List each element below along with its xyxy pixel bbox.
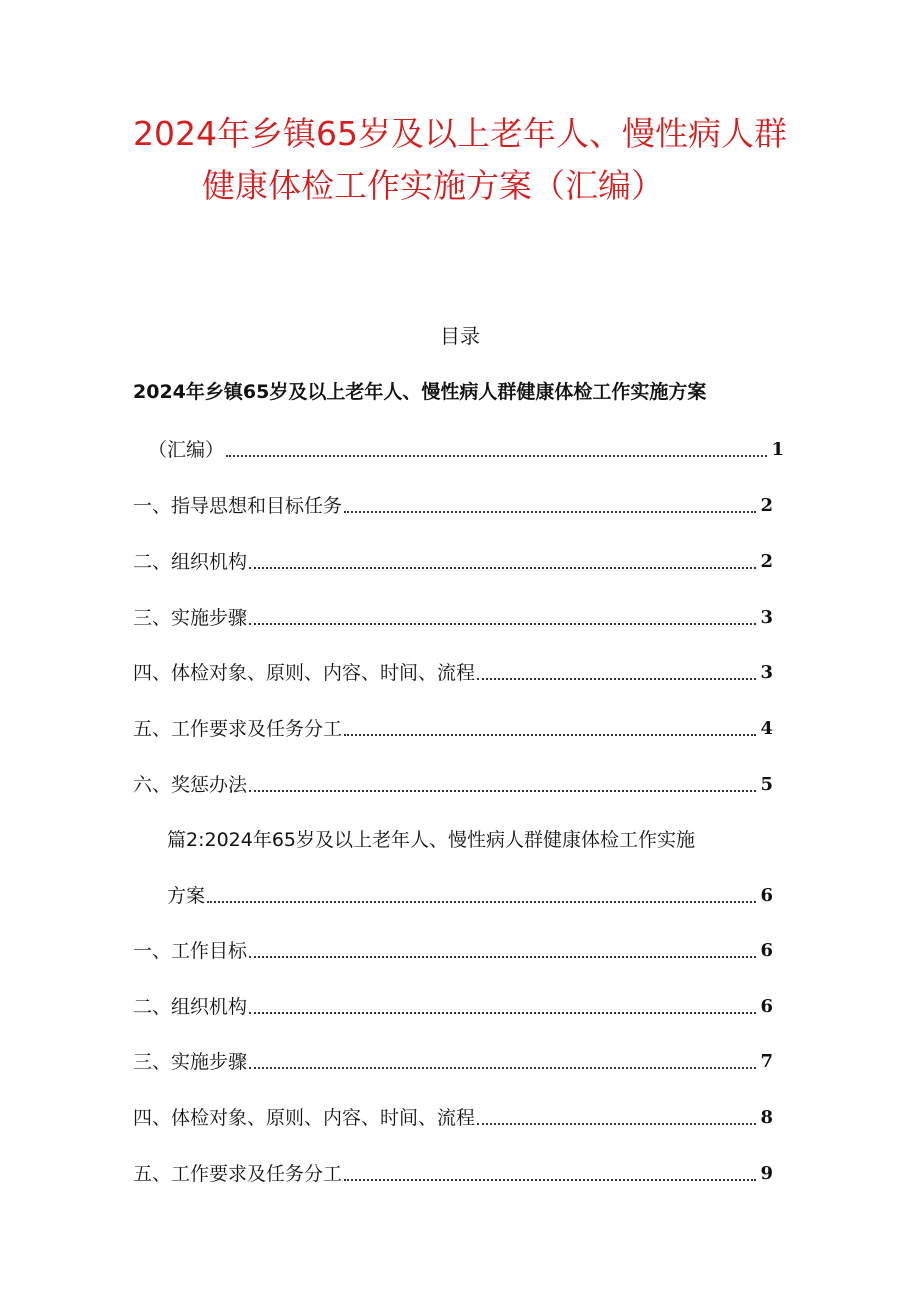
toc-part2-title[interactable]	[167, 826, 695, 854]
document-title-line-2: 健康体检工作实施方案（汇编）	[202, 166, 664, 205]
toc-entry-label: 六、奖惩办法	[133, 774, 248, 796]
toc-entry-page: 2	[760, 495, 773, 516]
toc-entry-label: 五、工作要求及任务分工	[133, 718, 343, 740]
dot-leader	[249, 567, 756, 569]
toc-entry-part1[interactable]	[148, 436, 784, 464]
toc-entry-page: 5	[760, 774, 773, 795]
toc-entry[interactable]	[133, 1048, 773, 1076]
toc-entry[interactable]	[133, 993, 773, 1021]
document-title	[0, 108, 920, 212]
toc-entry-label: （汇编）	[148, 439, 225, 461]
toc-entry-label: 二、组织机构	[133, 996, 248, 1018]
toc-entry[interactable]	[133, 604, 773, 632]
toc-entry-page: 7	[760, 1051, 773, 1072]
dot-leader	[249, 790, 756, 792]
toc-entry-page: 6	[760, 940, 773, 961]
dot-leader	[249, 956, 756, 958]
dot-leader	[249, 1067, 756, 1069]
dot-leader	[344, 1179, 756, 1181]
toc-entry-page: 6	[760, 996, 773, 1017]
toc-entry-label: 四、体检对象、原则、内容、时间、流程	[133, 662, 476, 684]
toc-entry[interactable]	[133, 771, 773, 799]
toc-entry-label: 五、工作要求及任务分工	[133, 1163, 343, 1185]
dot-leader	[207, 901, 756, 903]
toc-entry-label: 方案	[167, 885, 206, 907]
dot-leader	[477, 678, 756, 680]
toc-entry-label: 一、工作目标	[133, 940, 248, 962]
toc-part1-title[interactable]: 2024年乡镇65岁及以上老年人、慢性病人群健康体检工作实施方案	[133, 381, 707, 403]
toc-entry[interactable]	[133, 1104, 773, 1132]
toc-entry[interactable]	[133, 548, 773, 576]
toc-entry[interactable]	[133, 715, 773, 743]
toc-entry-page: 3	[760, 662, 773, 683]
toc-part2-title-text: 篇2:2024年65岁及以上老年人、慢性病人群健康体检工作实施	[167, 829, 696, 851]
toc-entry-label: 三、实施步骤	[133, 607, 248, 629]
dot-leader	[249, 623, 756, 625]
toc-entry-page: 4	[760, 718, 773, 739]
toc-entry[interactable]	[133, 937, 773, 965]
toc-entry-label: 三、实施步骤	[133, 1051, 248, 1073]
toc-entry-page: 6	[760, 885, 773, 906]
toc-entry-label: 二、组织机构	[133, 551, 248, 573]
toc-entry-label: 四、体检对象、原则、内容、时间、流程	[133, 1107, 476, 1129]
toc-entry-page: 8	[760, 1107, 773, 1128]
toc-entry-label: 一、指导思想和目标任务	[133, 495, 343, 517]
dot-leader	[477, 1123, 756, 1125]
toc-entry-page: 2	[760, 551, 773, 572]
toc-entry-part2[interactable]	[167, 882, 773, 910]
dot-leader	[344, 734, 756, 736]
dot-leader	[344, 511, 756, 513]
toc-heading: 目录	[440, 324, 480, 348]
toc-entry-page: 1	[771, 439, 784, 460]
toc-entry-page: 9	[760, 1163, 773, 1184]
dot-leader	[226, 455, 767, 457]
toc-entry-page: 3	[760, 607, 773, 628]
toc-entry[interactable]	[133, 659, 773, 687]
document-title-line-1: 2024年乡镇65岁及以上老年人、慢性病人群	[133, 114, 787, 153]
toc-entry[interactable]	[133, 492, 773, 520]
dot-leader	[249, 1012, 756, 1014]
toc-entry[interactable]	[133, 1160, 773, 1188]
